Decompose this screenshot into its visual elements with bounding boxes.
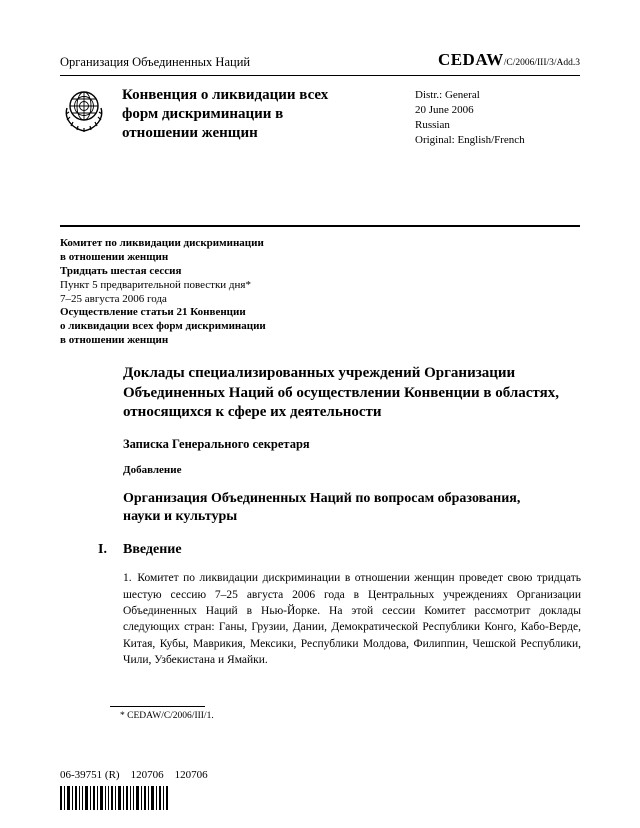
implementation-line2: о ликвидации всех форм дискриминации [60,320,266,333]
committee-name-line2: в отношении женщин [60,251,169,264]
committee-name-line1: Комитет по ликвидации дискриминации [60,237,264,250]
barcode-icon [60,786,172,810]
footnote-text: * CEDAW/C/2006/III/1. [120,711,214,721]
paragraph-1: 1. Комитет по ликвидации дискриминации в отношении женщин проведет свою тридцать шестую сессию 7–25 августа 2006 года в Центральных учреждениях Организации Объединенных Наций в Нью-Йорке. На этой сессии Комитет рассмотрит доклады следующих стран: Ганы, Грузии, Дании, Демократической Республики Конго, Кабо-Верде, Китая, Кубы, Маврикия, Мексики, Республики Молдова, Филиппин, Чешской Республики, Чили, Узбекистана и Ямайки. [123,572,581,666]
implementation-line1: Осуществление статьи 21 Конвенции [60,306,246,319]
distr-line: Distr.: General [415,89,480,101]
footnote-divider [110,706,205,707]
session-line: Тридцать шестая сессия [60,265,182,277]
masthead-divider [60,225,580,227]
unesco-title: Организация Объединенных Наций по вопросам образования, науки и культуры [123,490,521,525]
implementation-line3: в отношении женщин [60,334,169,347]
session-dates-line: 7–25 августа 2006 года [60,292,167,305]
agenda-item-line: Пункт 5 предварительной повестки дня* [60,278,251,291]
un-emblem-icon [60,86,108,136]
header-divider [60,75,580,76]
document-footer [60,769,208,810]
language-line: Russian [415,118,450,131]
organization-name: Организация Объединенных Наций [60,55,251,69]
addendum-label: Добавление [123,463,182,476]
section-heading [98,542,581,558]
section-number: I. [98,542,107,558]
date-line: 20 June 2006 [415,103,474,116]
main-content [98,364,581,668]
document-symbol-main: CEDAW [437,50,504,69]
document-symbol [438,50,580,70]
committee-block [60,237,580,346]
distribution-block [415,86,580,147]
document-symbol-rest: /C/2006/III/3/Add.3 [503,58,580,68]
masthead [60,86,580,147]
section-title: Введение [123,542,182,558]
job-number: 06-39751 (R) 120706 120706 [60,769,208,781]
note-by-secretary-general: Записка Генерального секретаря [123,436,310,451]
document-header [60,50,580,70]
document-title: Доклады специализированных учреждений Организации Объединенных Наций об осуществлении Конвенции в областях, относящихся к сфере их деятельности [123,365,559,421]
footnote-area [110,706,214,721]
original-language-line: Original: English/French [415,133,525,146]
convention-title: Конвенция о ликвидации всех форм дискриминации в отношении женщин [122,87,329,141]
